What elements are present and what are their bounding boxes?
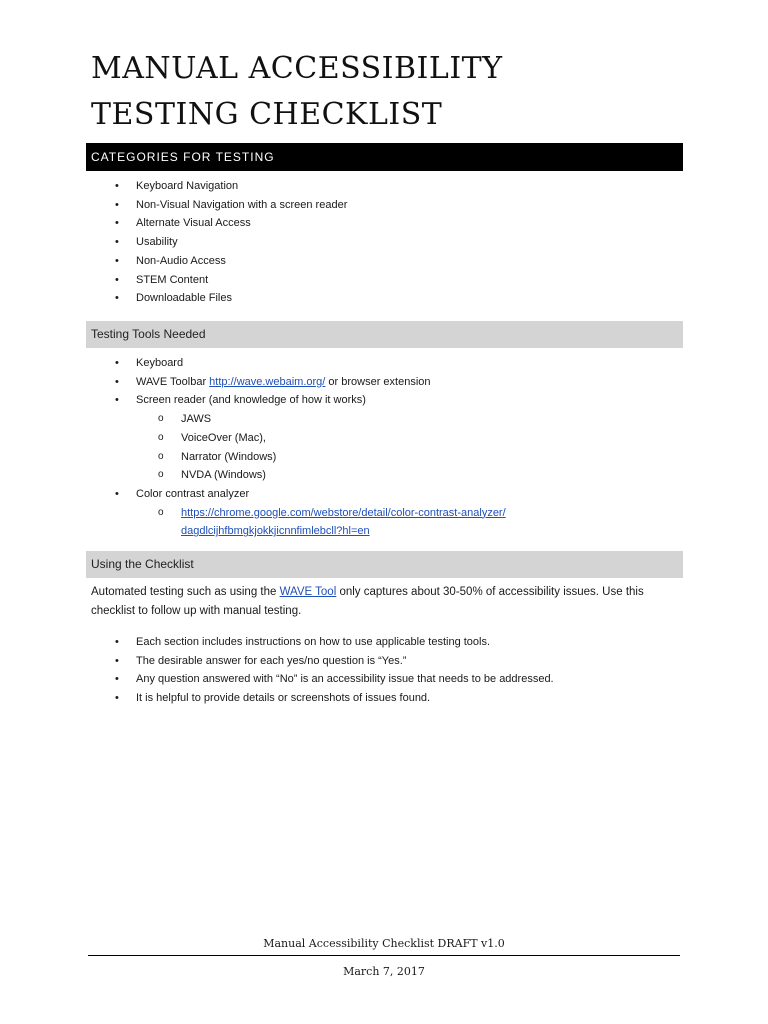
list-item: • Color contrast analyzer	[0, 485, 620, 504]
bullet-icon: •	[115, 180, 119, 192]
list-item: • Downloadable Files	[0, 289, 620, 308]
title-line-1: MANUAL ACCESSIBILITY	[91, 51, 503, 86]
contrast-analyzer-link[interactable]: https://chrome.google.com/webstore/detail/color-contrast-analyzer/dagdlcijhfbmgkjokkjicnnfimlebcll?hl=en	[181, 506, 506, 538]
list-item: • The desirable answer for each yes/no question is “Yes.”	[0, 652, 620, 671]
bullet-icon: •	[115, 236, 119, 249]
checklist-heading: Using the Checklist	[86, 551, 683, 578]
sub-list-item: o Narrator (Windows)	[0, 448, 620, 467]
bullet-icon: •	[115, 692, 119, 705]
bullet-icon: •	[115, 636, 119, 648]
list-item: • STEM Content	[0, 271, 620, 290]
bullet-icon: •	[115, 375, 119, 388]
list-item: • Usability	[0, 233, 620, 252]
list-item: • Screen reader (and knowledge of how it works)	[0, 391, 620, 410]
circle-bullet-icon: o	[158, 506, 164, 518]
bullet-icon: •	[115, 292, 119, 305]
circle-bullet-icon: o	[158, 469, 164, 481]
tools-heading: Testing Tools Needed	[86, 321, 683, 348]
sub-list-item: o NVDA (Windows)	[0, 466, 620, 485]
circle-bullet-icon: o	[158, 413, 164, 425]
bullet-icon: •	[115, 254, 119, 267]
document-title	[91, 46, 691, 138]
title-line-2: TESTING CHECKLIST	[91, 97, 443, 132]
bullet-icon: •	[115, 394, 119, 407]
footer-title: Manual Accessibility Checklist DRAFT v1.0	[263, 937, 505, 950]
sub-list-item: o VoiceOver (Mac),	[0, 429, 620, 448]
list-item: • Any question answered with “No” is an accessibility issue that needs to be addressed.	[0, 670, 620, 689]
circle-bullet-icon: o	[158, 450, 164, 462]
list-item: • It is helpful to provide details or screenshots of issues found.	[0, 689, 620, 708]
footer-date: March 7, 2017	[343, 965, 425, 978]
bullet-icon: •	[115, 487, 119, 500]
footer-divider	[88, 955, 680, 956]
circle-bullet-icon: o	[158, 431, 164, 443]
sub-list-item: o JAWS	[0, 410, 620, 429]
bullet-icon: •	[115, 654, 119, 667]
bullet-icon: •	[115, 673, 119, 686]
bullet-icon: •	[115, 198, 119, 211]
list-item: • Non-Audio Access	[0, 252, 620, 271]
list-item: • WAVE Toolbar http://wave.webaim.org/ or browser extension	[0, 373, 620, 392]
checklist-intro: Automated testing such as using the WAVE Tool only captures about 30-50% of accessibility issues. Use this checklist to follow up with manual testing.	[91, 586, 644, 617]
categories-list	[0, 177, 620, 308]
sub-list-item	[0, 504, 511, 541]
tools-list	[0, 354, 620, 541]
bullet-icon: •	[115, 357, 119, 369]
wave-tool-link[interactable]: WAVE Tool	[279, 586, 337, 598]
list-item: • Alternate Visual Access	[0, 214, 620, 233]
bullet-icon: •	[115, 273, 119, 286]
bullet-icon: •	[115, 217, 119, 230]
list-item: • Keyboard Navigation	[0, 177, 620, 196]
list-item: • Each section includes instructions on how to use applicable testing tools.	[0, 633, 620, 652]
checklist-list	[0, 633, 620, 708]
wave-link[interactable]: http://wave.webaim.org/	[209, 375, 326, 388]
categories-heading: CATEGORIES FOR TESTING	[86, 143, 683, 171]
list-item: • Keyboard	[0, 354, 620, 373]
list-item: • Non-Visual Navigation with a screen reader	[0, 196, 620, 215]
